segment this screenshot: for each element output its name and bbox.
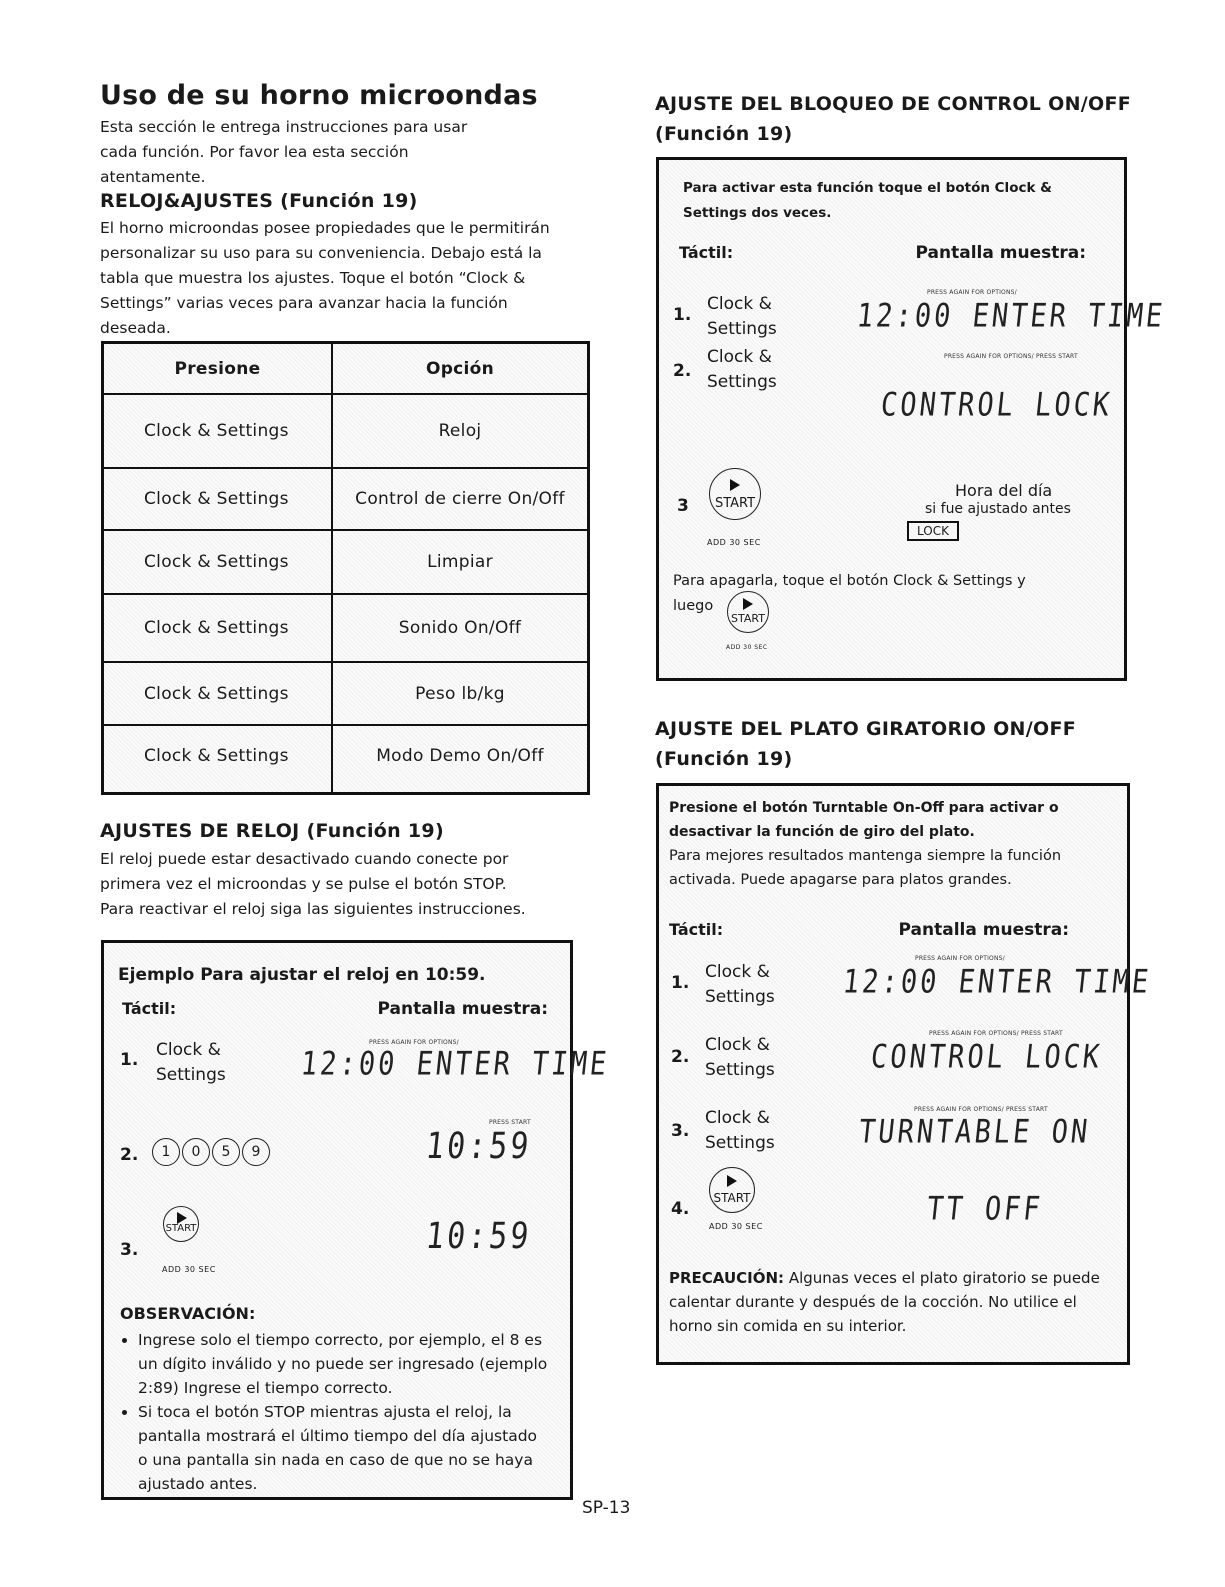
step-number: 2.	[120, 1145, 139, 1165]
button-label: Clock &	[707, 294, 772, 314]
bloqueo-intro: Para activar esta función toque el botón Clock & Settings dos veces.	[683, 180, 1052, 221]
table-cell: Control de cierre On/Off	[355, 489, 565, 509]
display-column-label: Pantalla muestra:	[915, 243, 1086, 263]
step-number: 4.	[671, 1199, 690, 1219]
lcd-display: CONTROL LOCK	[869, 1038, 1105, 1077]
display-hint: PRESS AGAIN FOR OPTIONS/	[369, 1039, 459, 1046]
table-header-row	[104, 344, 587, 395]
caution-body: Algunas veces el plato giratorio se puede calentar durante y después de la cocción. No utilice el horno sin comida en su interior.	[669, 1269, 1100, 1335]
bloqueo-subheading: (Función 19)	[655, 123, 793, 145]
clock-settings-button[interactable]	[707, 345, 777, 395]
lcd-display: 12:00 ENTER TIME	[855, 297, 1168, 336]
time-of-day-subtext: si fue ajustado antes	[925, 501, 1071, 517]
plato-intro-text: Para mejores resultados mantenga siempre la función activada. Puede apagarse para platos grandes.	[669, 848, 1062, 888]
touch-column-label: Táctil:	[669, 920, 724, 939]
step-number: 1.	[671, 973, 690, 993]
display-column-label: Pantalla muestra:	[377, 999, 548, 1019]
display-hint: PRESS AGAIN FOR OPTIONS/ PRESS START	[914, 1106, 1048, 1113]
example-box	[101, 940, 612, 1500]
button-label: Settings	[707, 319, 777, 339]
button-label: Clock &	[705, 962, 770, 982]
play-icon	[730, 479, 740, 491]
button-label: Settings	[705, 987, 775, 1007]
start-label: START	[731, 612, 765, 625]
lcd-display: 12:00 ENTER TIME	[841, 963, 1154, 1002]
caution-text	[669, 1266, 1117, 1338]
start-button[interactable]	[163, 1206, 199, 1242]
digit-button[interactable]: 1	[152, 1138, 180, 1166]
start-label: START	[165, 1223, 197, 1234]
bloqueo-box	[656, 157, 1168, 681]
display-hint: PRESS AGAIN FOR OPTIONS/ PRESS START	[944, 353, 1078, 360]
display-hint: PRESS AGAIN FOR OPTIONS/	[915, 955, 1005, 962]
clock-settings-button[interactable]	[156, 1038, 226, 1088]
bloqueo-heading: AJUSTE DEL BLOQUEO DE CONTROL ON/OFF	[655, 93, 1132, 115]
start-button[interactable]	[709, 1167, 755, 1213]
intro-text: Esta sección le entrega instrucciones para usar cada función. Por favor lea esta sección atentamente.	[100, 118, 468, 186]
plato-intro-bold: Presione el botón Turntable On-Off para activar o desactivar la función de giro del plato.	[669, 800, 1059, 840]
start-label: START	[713, 1191, 751, 1205]
table-row	[104, 469, 587, 531]
plato-heading: AJUSTE DEL PLATO GIRATORIO ON/OFF	[655, 718, 1077, 740]
add-30-sec-label: ADD 30 SEC	[709, 1222, 763, 1231]
reloj-ajustes-heading: RELOJ&AJUSTES (Función 19)	[100, 190, 418, 212]
lcd-display: CONTROL LOCK	[879, 386, 1115, 425]
add-30-sec-label: ADD 30 SEC	[726, 644, 768, 651]
plato-box	[656, 783, 1154, 1365]
start-button[interactable]	[727, 591, 769, 633]
table-cell: Reloj	[438, 421, 482, 441]
turn-off-text: Para apagarla, toque el botón Clock & Settings y	[673, 573, 1026, 589]
digit-button[interactable]: 0	[182, 1138, 210, 1166]
button-label: Settings	[705, 1060, 775, 1080]
lcd-display: 10:59	[423, 1215, 534, 1258]
step-number: 2.	[673, 361, 692, 381]
table-cell: Clock & Settings	[144, 683, 289, 704]
lcd-display: 10:59	[423, 1125, 534, 1168]
table-header-cell: Presione	[174, 358, 261, 379]
touch-column-label: Táctil:	[679, 243, 734, 262]
turn-off-then: luego	[673, 598, 714, 614]
display-hint: PRESS START	[489, 1119, 531, 1126]
page-title: Uso de su horno microondas	[100, 80, 538, 111]
touch-column-label: Táctil:	[122, 999, 177, 1018]
number-keypad	[152, 1138, 272, 1166]
lcd-display: TURNTABLE ON	[857, 1113, 1093, 1152]
plato-subheading: (Función 19)	[655, 748, 793, 770]
table-cell: Sonido On/Off	[398, 618, 522, 638]
settings-table	[101, 341, 590, 795]
add-30-sec-label: ADD 30 SEC	[162, 1265, 216, 1274]
table-cell: Clock & Settings	[144, 746, 289, 766]
table-row	[104, 726, 587, 786]
table-cell: Clock & Settings	[144, 421, 289, 441]
lcd-display: TT OFF	[925, 1190, 1045, 1229]
notes-heading: OBSERVACIÓN:	[120, 1304, 256, 1323]
digit-button[interactable]: 5	[212, 1138, 240, 1166]
display-hint: PRESS AGAIN FOR OPTIONS/ PRESS START	[929, 1030, 1063, 1037]
display-column-label: Pantalla muestra:	[898, 920, 1069, 940]
button-label: Clock &	[156, 1040, 221, 1060]
reloj-ajustes-text: El horno microondas posee propiedades que le permitirán personalizar su uso para su conveniencia. Debajo está la tabla que muestra los ajustes. Toque el botón “Clock & Settings” varias veces para avanzar hacia la función deseada.	[100, 219, 550, 337]
step-number: 3	[677, 496, 689, 516]
table-cell: Clock & Settings	[144, 552, 289, 572]
page-number: SP-13	[582, 1498, 631, 1518]
step-number: 1.	[120, 1050, 139, 1070]
table-cell: Clock & Settings	[144, 618, 289, 638]
step-number: 1.	[673, 305, 692, 325]
digit-button[interactable]: 9	[242, 1138, 270, 1166]
button-label: Settings	[156, 1065, 226, 1085]
clock-settings-button[interactable]	[705, 960, 775, 1010]
table-cell: Clock & Settings	[144, 489, 289, 509]
table-cell: Peso lb/kg	[415, 683, 505, 704]
note-item: • Ingrese solo el tiempo correcto, por ejemplo, el 8 es un dígito inválido y no puede ser ingresado (ejemplo 2:89) Ingrese el tiempo correcto.	[138, 1328, 550, 1400]
play-icon	[727, 1175, 737, 1187]
example-title: Ejemplo Para ajustar el reloj en 10:59.	[118, 965, 486, 985]
table-cell: Modo Demo On/Off	[376, 746, 544, 766]
play-icon	[743, 598, 753, 610]
start-button[interactable]	[709, 468, 761, 520]
clock-settings-button[interactable]	[705, 1106, 775, 1156]
table-row	[104, 531, 587, 595]
step-number: 2.	[671, 1047, 690, 1067]
button-label: Settings	[705, 1133, 775, 1153]
add-30-sec-label: ADD 30 SEC	[707, 538, 761, 547]
table-row	[104, 395, 587, 469]
lcd-display: 12:00 ENTER TIME	[299, 1045, 612, 1084]
button-label: Clock &	[705, 1035, 770, 1055]
button-label: Clock &	[705, 1108, 770, 1128]
note-item: • Si toca el botón STOP mientras ajusta el reloj, la pantalla mostrará el último tiempo del día ajustado o una pantalla sin nada en caso de que no se haya ajustado antes.	[138, 1400, 550, 1496]
button-label: Clock &	[707, 347, 772, 367]
step-number: 3.	[120, 1240, 139, 1260]
clock-settings-button[interactable]	[707, 292, 777, 342]
notes-list	[120, 1328, 550, 1496]
step-number: 3.	[671, 1121, 690, 1141]
clock-settings-button[interactable]	[705, 1033, 775, 1083]
ajustes-reloj-heading: AJUSTES DE RELOJ (Función 19)	[100, 820, 444, 842]
lock-indicator: LOCK	[907, 521, 959, 541]
start-label: START	[714, 496, 756, 511]
button-label: Settings	[707, 372, 777, 392]
display-hint: PRESS AGAIN FOR OPTIONS/	[927, 289, 1017, 296]
caution-label: PRECAUCIÓN:	[669, 1269, 785, 1287]
ajustes-reloj-text: El reloj puede estar desactivado cuando conecte por primera vez el microondas y se pulse el botón STOP. Para reactivar el reloj siga las siguientes instrucciones.	[100, 850, 526, 918]
table-header-cell: Opción	[425, 358, 495, 379]
table-cell: Limpiar	[427, 552, 493, 572]
table-row	[104, 663, 587, 726]
table-row	[104, 595, 587, 663]
time-of-day-text: Hora del día	[955, 481, 1053, 500]
